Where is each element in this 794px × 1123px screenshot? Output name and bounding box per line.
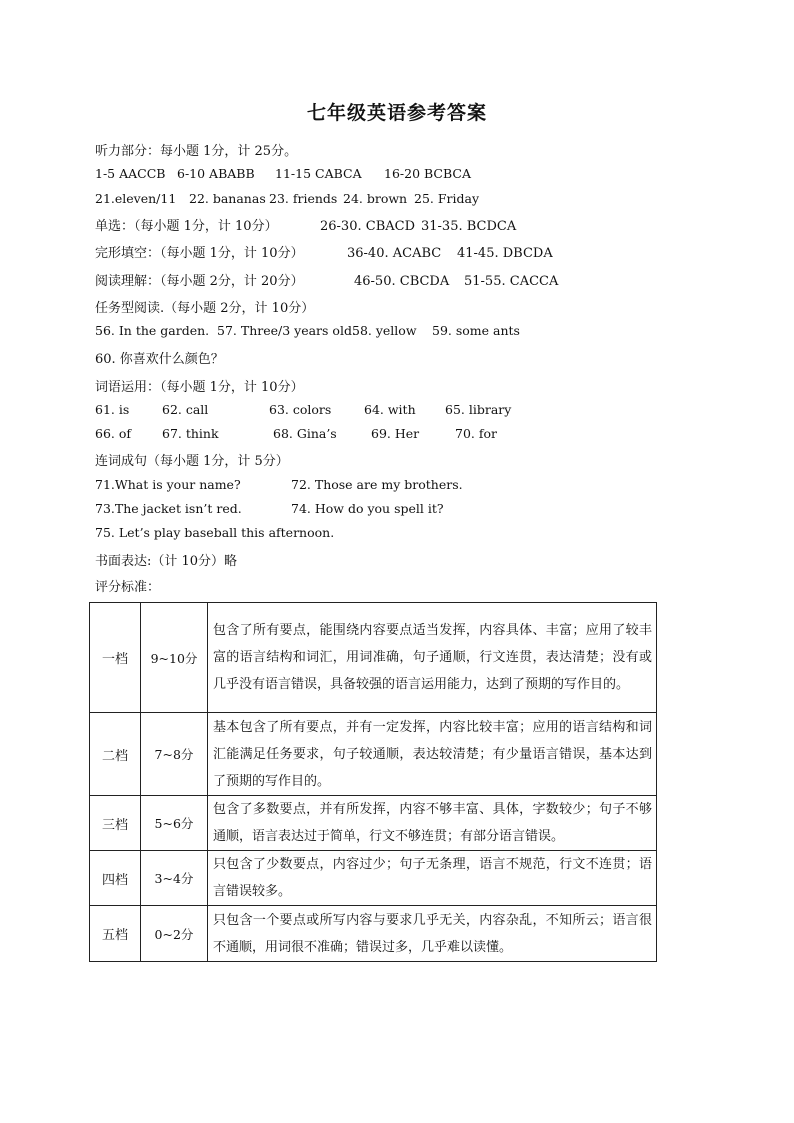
rubric-score: 5~6分 [141, 796, 208, 851]
answer-group: 1-5 AACCB [95, 166, 166, 181]
table-row [90, 713, 657, 796]
rubric-level: 一档 [90, 603, 141, 713]
answer-item: 61. is [95, 402, 130, 417]
writing-header: 书面表达:（计 10分）略 [95, 554, 238, 569]
listening-header: 听力部分：每小题 1分，计 25分。 [95, 144, 298, 159]
rubric-table [89, 602, 657, 962]
answer-item: 64. with [364, 402, 416, 417]
answer-item: 25. Friday [414, 191, 480, 206]
listening-row-1 [95, 166, 471, 181]
answer-item: 57. Three/3 years old. [217, 323, 356, 338]
rubric-score: 3~4分 [141, 851, 208, 906]
answer-group: 6-10 ABABB [177, 166, 255, 181]
answer-item: 70. for [455, 426, 497, 441]
rubric-description: 包含了多数要点，并有所发挥，内容不够丰富、具体，字数较少；句子不够通顺，语言表达过于简单，行文不够连贯；有部分语言错误。 [208, 796, 657, 851]
answer-group: 46-50. CBCDA [354, 274, 450, 289]
vocab-header: 词语运用：（每小题 1分，计 10分） [95, 380, 304, 395]
answer-item: 56. In the garden. [95, 323, 210, 338]
answer-item: 22. bananas [189, 191, 266, 206]
rubric-description: 只包含了少数要点，内容过少；句子无条理，语言不规范，行文不连贯；语言错误较多。 [208, 851, 657, 906]
rubric-description: 包含了所有要点，能围绕内容要点适当发挥，内容具体、丰富；应用了较丰富的语言结构和词汇，用词准确，句子通顺，行文连贯，表达清楚；没有或几乎没有语言错误，具备较强的语言运用能力，达到了预期的写作目的。 [208, 603, 657, 713]
answer-item: 69. Her [371, 426, 420, 441]
answer-item: 68. Gina’s [273, 426, 337, 441]
answer-item: 58. yellow [352, 323, 417, 338]
rubric-level: 四档 [90, 851, 141, 906]
page-title: 七年级英语参考答案 [306, 102, 487, 124]
section-label: 完形填空：（每小题 1分，计 10分） [95, 246, 304, 261]
answer-group: 11-15 CABCA [275, 166, 362, 181]
rubric-score: 0~2分 [141, 906, 208, 962]
answer-item: 66. of [95, 426, 132, 441]
answer-group: 51-55. CACCA [464, 274, 559, 289]
section-label: 阅读理解：（每小题 2分，计 20分） [95, 274, 304, 289]
rubric-level: 二档 [90, 713, 141, 796]
answer-item: 59. some ants [432, 323, 520, 338]
sentences-row-1 [95, 477, 463, 492]
criteria-label: 评分标准： [95, 580, 161, 595]
rubric-score: 9~10分 [141, 603, 208, 713]
task-reading-answers [95, 323, 520, 338]
reading-line [95, 270, 558, 289]
task-reading-header: 任务型阅读.（每小题 2分，计 10分） [95, 301, 315, 316]
answer-group: 36-40. ACABC [347, 246, 442, 261]
rubric-description: 只包含一个要点或所写内容与要求几乎无关，内容杂乱，不知所云；语言很不通顺，用词很不准确；错误过多，几乎难以读懂。 [208, 906, 657, 962]
sentences-row-2 [95, 501, 444, 516]
answer-group: 26-30. CBACD [320, 219, 415, 234]
question-60: 60. 你喜欢什么颜色？ [95, 352, 224, 367]
answer-item: 63. colors [269, 402, 332, 417]
answer-item: 24. brown [343, 191, 408, 206]
answer-group: 16-20 BCBCA [384, 166, 471, 181]
sentence-answer: 74. How do you spell it? [291, 501, 444, 516]
rubric-score: 7~8分 [141, 713, 208, 796]
rubric-level: 三档 [90, 796, 141, 851]
table-row [90, 906, 657, 962]
answer-item: 23. friends [269, 191, 338, 206]
listening-row-2 [95, 191, 479, 206]
table-row [90, 851, 657, 906]
sentence-75: 75. Let’s play baseball this afternoon. [95, 525, 335, 540]
vocab-row-2 [95, 426, 497, 441]
answer-item: 65. library [445, 402, 512, 417]
answer-group: 41-45. DBCDA [457, 246, 553, 261]
answer-item: 67. think [162, 426, 219, 441]
answer-item: 62. call [162, 402, 209, 417]
sentence-answer: 71.What is your name? [95, 477, 241, 492]
answer-item: 21.eleven/11 [95, 191, 177, 206]
section-label: 单选：（每小题 1分，计 10分） [95, 219, 278, 234]
answer-group: 31-35. BCDCA [421, 219, 517, 234]
vocab-row-1 [95, 402, 511, 417]
sentences-header: 连词成句（每小题 1分，计 5分） [95, 454, 289, 469]
rubric-level: 五档 [90, 906, 141, 962]
cloze-line [95, 242, 553, 261]
table-row [90, 603, 657, 713]
sentence-answer: 72. Those are my brothers. [291, 477, 463, 492]
sentence-answer: 73.The jacket isn’t red. [95, 501, 242, 516]
rubric-description: 基本包含了所有要点，并有一定发挥，内容比较丰富；应用的语言结构和词汇能满足任务要求，句子较通顺，表达较清楚；有少量语言错误，基本达到了预期的写作目的。 [208, 713, 657, 796]
table-row [90, 796, 657, 851]
single-choice-line [95, 215, 516, 234]
